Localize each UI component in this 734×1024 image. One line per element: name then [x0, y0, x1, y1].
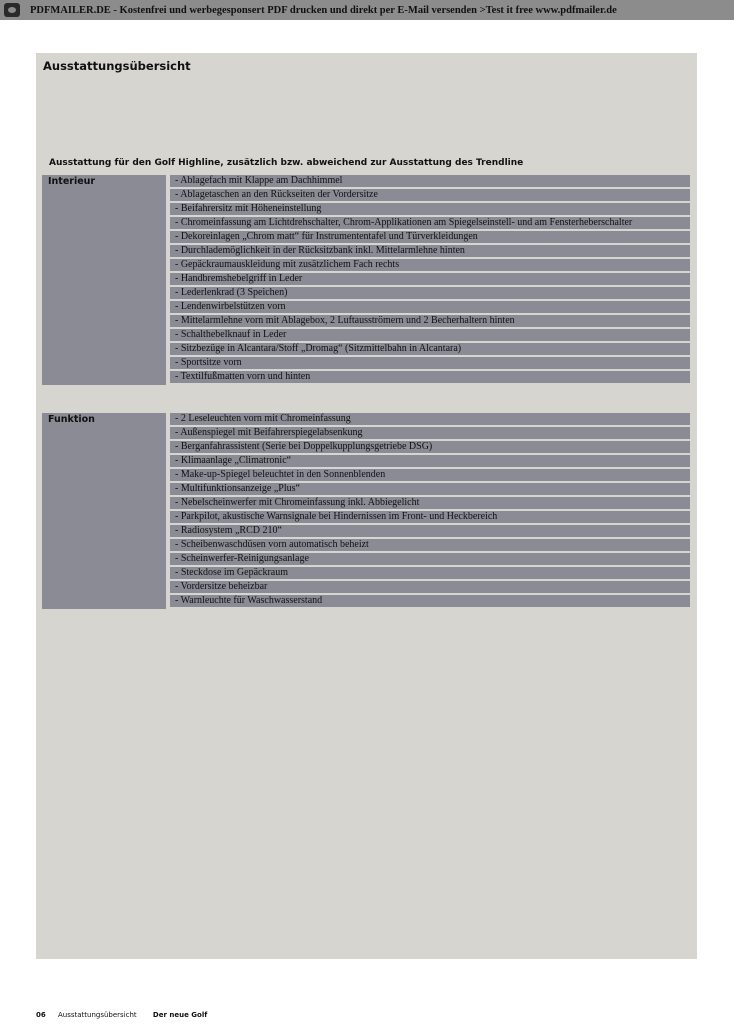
pdfmailer-banner[interactable] [0, 0, 734, 20]
category-label: Interieur [42, 175, 166, 385]
list-item: - Lederlenkrad (3 Speichen) [170, 287, 690, 299]
list-item: - Radiosystem „RCD 210“ [170, 525, 690, 537]
list-item: - Multifunktionsanzeige „Plus“ [170, 483, 690, 495]
footer-section: Ausstattungsübersicht [57, 1011, 137, 1019]
list-item: - Gepäckraumauskleidung mit zusätzlichem Fach rechts [170, 259, 690, 271]
list-item: - Nebelscheinwerfer mit Chromeinfassung inkl. Abbiegelicht [170, 497, 690, 509]
list-item: - Dekoreinlagen „Chrom matt“ für Instrumententafel und Türverkleidungen [170, 231, 690, 243]
list-item: - Scheinwerfer-Reinigungsanlage [170, 553, 690, 565]
list-item: - Handbremshebelgriff in Leder [170, 273, 690, 285]
item-list [170, 175, 690, 385]
list-item: - 2 Leseleuchten vorn mit Chromeinfassung [170, 413, 690, 425]
list-item: - Sitzbezüge in Alcantara/Stoff „Dromag“ (Sitzmittelbahn in Alcantara) [170, 343, 690, 355]
list-item: - Scheibenwaschdüsen vorn automatisch beheizt [170, 539, 690, 551]
list-item: - Klimaanlage „Climatronic“ [170, 455, 690, 467]
category-label: Funktion [42, 413, 166, 609]
section-interieur [42, 175, 690, 385]
section-funktion [42, 413, 690, 609]
banner-text[interactable]: PDFMAILER.DE - Kostenfrei und werbegesponsert PDF drucken und direkt per E-Mail versenden >Test it free www.pdfmailer.de [30, 4, 617, 16]
equipment-subtitle: Ausstattung für den Golf Highline, zusätzlich bzw. abweichend zur Ausstattung des Trendline [49, 158, 524, 168]
list-item: - Lendenwirbelstützen vorn [170, 301, 690, 313]
footer-model: Der neue Golf [152, 1011, 208, 1019]
list-item: - Parkpilot, akustische Warnsignale bei Hindernissen im Front- und Heckbereich [170, 511, 690, 523]
list-item: - Beifahrersitz mit Höheneinstellung [170, 203, 690, 215]
list-item: - Außenspiegel mit Beifahrerspiegelabsenkung [170, 427, 690, 439]
pdfmailer-logo-icon [4, 3, 20, 17]
list-item: - Make-up-Spiegel beleuchtet in den Sonnenblenden [170, 469, 690, 481]
list-item: - Schalthebelknauf in Leder [170, 329, 690, 341]
list-item: - Durchlademöglichkeit in der Rücksitzbank inkl. Mittelarmlehne hinten [170, 245, 690, 257]
content-panel [36, 53, 697, 959]
page-title: Ausstattungsübersicht [43, 59, 191, 73]
list-item: - Ablagefach mit Klappe am Dachhimmel [170, 175, 690, 187]
list-item: - Textilfußmatten vorn und hinten [170, 371, 690, 383]
item-list [170, 413, 690, 609]
list-item: - Mittelarmlehne vorn mit Ablagebox, 2 Luftausströmern und 2 Becherhaltern hinten [170, 315, 690, 327]
list-item: - Vordersitze beheizbar [170, 581, 690, 593]
page-number: 06 [36, 1011, 46, 1019]
list-item: - Ablagetaschen an den Rückseiten der Vordersitze [170, 189, 690, 201]
list-item: - Steckdose im Gepäckraum [170, 567, 690, 579]
list-item: - Sportsitze vorn [170, 357, 690, 369]
list-item: - Warnleuchte für Waschwasserstand [170, 595, 690, 607]
page-footer [36, 1011, 207, 1019]
list-item: - Chromeinfassung am Lichtdrehschalter, Chrom-Applikationen am Spiegelseinstell- und am Fensterheberschalter [170, 217, 690, 229]
list-item: - Berganfahrassistent (Serie bei Doppelkupplungsgetriebe DSG) [170, 441, 690, 453]
